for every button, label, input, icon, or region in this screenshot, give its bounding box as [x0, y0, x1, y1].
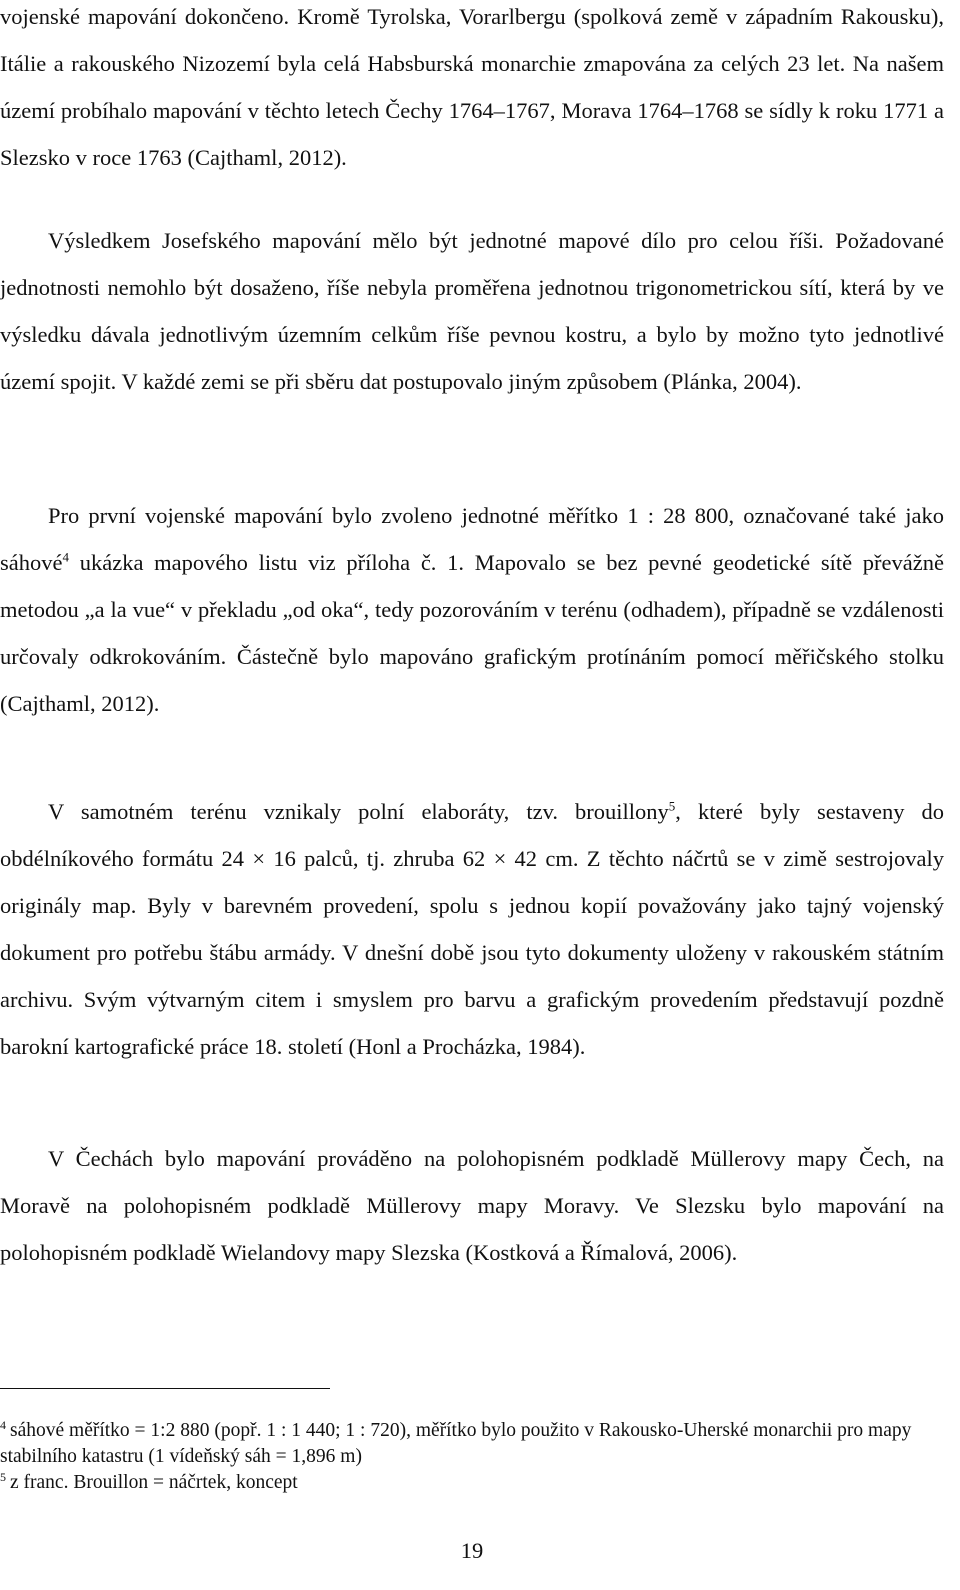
paragraph-text: V samotném terénu vznikaly polní elaboráty, tzv. brouillony — [48, 799, 669, 824]
footnote-mark: 4 — [0, 1417, 6, 1432]
paragraph-josephine-mapping-result — [0, 217, 944, 405]
paragraph-text: Pro první vojenské mapování bylo zvoleno jednotné měřítko 1 : 28 800, označované také jako sáhové — [0, 503, 944, 575]
paragraph-base-maps — [0, 1135, 944, 1276]
paragraph-mapping-completion — [0, 0, 944, 181]
paragraph-text: , které byly sestaveny do obdélníkového formátu 24 × 16 palců, tj. zhruba 62 × 42 cm. Z těchto náčrtů se v zimě sestrojovaly originály map. Byly v barevném provedení, spolu s jednou kopií považovány jako tajný vojenský dokument pro potřebu štábu armády. V dnešní době jsou tyto dokumenty uloženy v rakouském státním archivu. Svým výtvarným citem i smyslem pro barvu a grafickým provedením představují pozdně barokní kartografické práce 18. století (Honl a Procházka, 1984). — [0, 799, 944, 1059]
paragraph-text: Výsledkem Josefského mapování mělo být jednotné mapové dílo pro celou říši. Požadované jednotnosti nemohlo být dosaženo, říše nebyla proměřena jednotnou trigonometrickou sítí, která by ve výsledku dávala jednotlivým územním celkům říše pevnou kostru, a bylo by možno tyto jednotlivé území spojit. V každé zemi se při sběru dat postupovalo jiným způsobem (Plánka, 2004). — [0, 228, 944, 394]
paragraph-text: V Čechách bylo mapování prováděno na polohopisném podkladě Müllerovy mapy Čech, na Moravě na polohopisném podkladě Müllerovy mapy Moravy. Ve Slezsku bylo mapování na polohopisném podkladě Wielandovy mapy Slezska (Kostková a Římalová, 2006). — [0, 1146, 944, 1265]
paragraph-field-elaborates — [0, 788, 944, 1070]
paragraph-text: ukázka mapového listu viz příloha č. 1. Mapovalo se bez pevné geodetické sítě převážně metodou „a la vue“ v překladu „od oka“, tedy pozorováním v terénu (odhadem), případně se vzdálenosti určovaly odkrokováním. Částečně bylo mapováno grafickým protínáním pomocí měřičského stolku (Cajthaml, 2012). — [0, 550, 944, 716]
footnote-5 — [0, 1470, 944, 1496]
footnote-text: z franc. Brouillon = náčrtek, koncept — [10, 1472, 298, 1493]
footnote-mark: 5 — [0, 1469, 6, 1484]
footnote-reference: 4 — [62, 549, 69, 565]
footnote-separator — [0, 1388, 330, 1389]
footnote-text: sáhové měřítko = 1:2 880 (popř. 1 : 1 440; 1 : 720), měřítko bylo použito v Rakousko-Uherské monarchii pro mapy stabilního katastru (1 vídeňský sáh = 1,896 m) — [0, 1420, 912, 1467]
page-number: 19 — [460, 1538, 484, 1563]
paragraph-text: vojenské mapování dokončeno. Kromě Tyrolska, Vorarlbergu (spolková země v západním Rakousku), Itálie a rakouského Nizozemí byla celá Habsburská monarchie zmapována za celých 23 let. Na našem území probíhalo mapování v těchto letech Čechy 1764–1767, Morava 1764–1768 se sídly k roku 1771 a Slezsko v roce 1763 (Cajthaml, 2012). — [0, 4, 944, 170]
footnote-reference: 5 — [668, 798, 676, 814]
footnote-4 — [0, 1418, 944, 1470]
paragraph-scale-and-method — [0, 492, 944, 727]
